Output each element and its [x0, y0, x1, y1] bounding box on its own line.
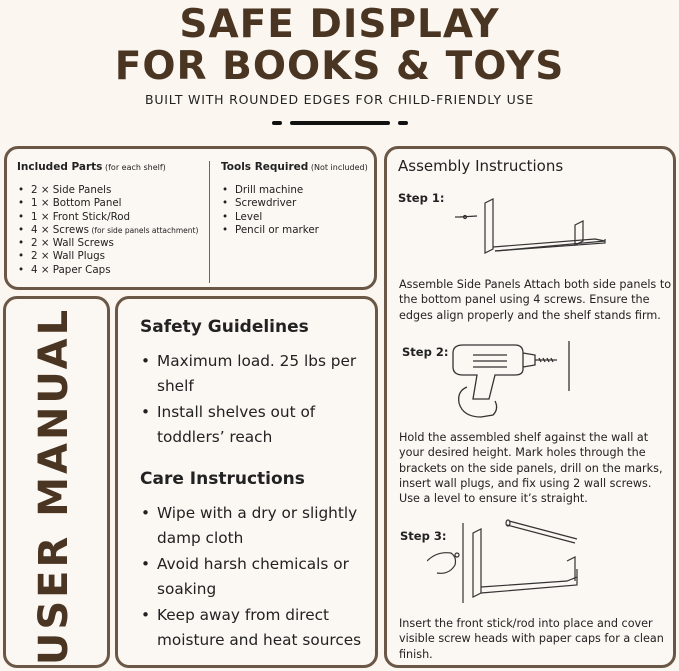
rod-insertion-icon: [427, 511, 587, 606]
tools-item-text: Drill machine: [235, 184, 304, 196]
included-parts-item-text: 2 × Wall Screws: [31, 237, 114, 250]
tools-item: [221, 184, 371, 197]
tools-item: [221, 211, 371, 224]
included-parts-item-text: 1 × Bottom Panel: [31, 197, 122, 210]
tools-required-heading: [221, 161, 371, 173]
tools-item: [221, 224, 371, 237]
included-parts-item-text: 4 × Paper Caps: [31, 263, 111, 276]
included-parts-item-note: (for side panels attachment): [89, 225, 199, 235]
tools-required-heading-note: (Not included): [308, 163, 368, 172]
tools-required-list: [221, 184, 371, 237]
included-parts-column: [17, 161, 213, 277]
subtitle: BUILT WITH ROUNDED EDGES FOR CHILD-FRIENDLY USE: [144, 92, 534, 107]
parts-tools-panel: [4, 146, 377, 290]
step-2-label: Step 2:: [402, 345, 449, 359]
tools-item-text: Level: [235, 210, 263, 223]
safety-guideline-item: • Install shelves out of toddlers’ reach: [140, 400, 376, 450]
care-instructions-list: [140, 501, 376, 654]
step-3-label: Step 3:: [400, 529, 447, 543]
divider-dash-center: [290, 121, 390, 125]
included-parts-heading: [17, 161, 213, 173]
included-parts-item: [17, 250, 213, 263]
included-parts-item-text: 2 × Side Panels: [31, 184, 112, 196]
safety-guidelines-title: Safety Guidelines: [140, 317, 309, 337]
step-1-text: Assemble Side Panels Attach both side panels to the bottom panel using 4 screws. Ensure the edges align properly and the shelf stands firm.: [399, 278, 672, 322]
safety-care-panel: [115, 296, 378, 668]
divider-dash-left: [272, 121, 282, 125]
included-parts-item-text: 2 × Wall Plugs: [31, 250, 106, 263]
tools-required-heading-text: Tools Required: [221, 161, 309, 173]
included-parts-item: [17, 237, 213, 250]
title-line-1: SAFE DISPLAY: [179, 2, 500, 47]
included-parts-heading-text: Included Parts: [17, 161, 103, 173]
included-parts-heading-note: (for each shelf): [102, 163, 166, 172]
tools-item-text: Pencil or marker: [235, 223, 319, 236]
assembly-instructions-title: Assembly Instructions: [398, 157, 564, 175]
step-2-text: Hold the assembled shelf against the wall at your desired height. Mark holes through the brackets on the side panels, drill on the marks, insert wall plugs, and fix using 2 wall screws. Use a level to ensure it’s straight.: [399, 431, 663, 506]
care-instruction-item: • Wipe with a dry or slightly damp cloth: [140, 501, 376, 551]
user-manual-label: USER MANUAL: [31, 306, 77, 666]
drill-icon: [445, 339, 575, 423]
column-separator: [209, 161, 210, 283]
assembly-instructions-panel: [384, 146, 676, 668]
care-instruction-item: • Avoid harsh chemicals or soaking: [140, 552, 376, 602]
included-parts-list: [17, 184, 213, 277]
title-line-2: FOR BOOKS & TOYS: [114, 44, 565, 89]
included-parts-item: [17, 224, 213, 237]
included-parts-item: [17, 211, 213, 224]
safety-guidelines-list: [140, 349, 376, 451]
safety-guideline-item: • Maximum load. 25 lbs per shelf: [140, 349, 376, 399]
shelf-assembly-icon: [455, 189, 630, 269]
included-parts-item: [17, 264, 213, 277]
tools-item-text: Screwdriver: [235, 197, 297, 210]
care-instruction-item: • Keep away from direct moisture and heat sources: [140, 603, 376, 653]
step-1-label: Step 1:: [398, 191, 445, 205]
included-parts-item-text: 1 × Front Stick/Rod: [31, 210, 131, 223]
tools-item: [221, 197, 371, 210]
step-3-text: Insert the front stick/rod into place and cover visible screw heads with paper caps for a clean finish.: [399, 617, 664, 661]
care-instructions-title: Care Instructions: [140, 469, 305, 489]
included-parts-item-text: 4 × Screws: [31, 223, 90, 236]
included-parts-item: [17, 197, 213, 210]
included-parts-item: [17, 184, 213, 197]
divider-dash-right: [398, 121, 408, 125]
tools-required-column: [221, 161, 371, 237]
